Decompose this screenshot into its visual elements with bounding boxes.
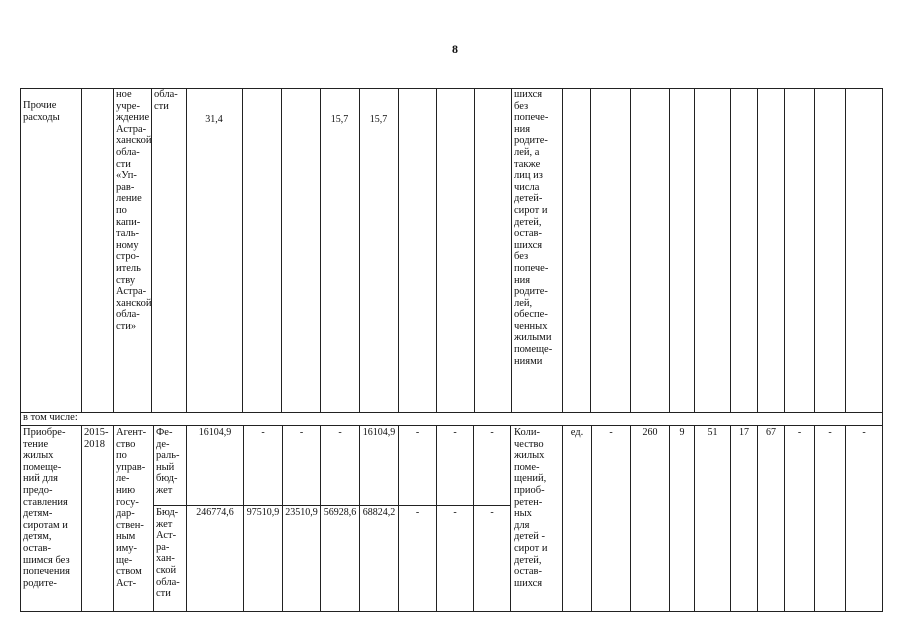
y2018-prochie: 15,7 <box>369 114 388 125</box>
y2015-regional: 97510,9 <box>246 507 280 518</box>
row-name-acquisition: Приобре- тение жилых помеще- ний для предо- ставления детям- сиротам и детям, остав- шимся без попечения родите- <box>23 427 70 589</box>
source-regional: Бюд- жет Аст- ра- хан- ской обла- сти <box>156 507 180 600</box>
target-cell: - <box>828 427 832 438</box>
total-prochie: 31,4 <box>205 114 223 125</box>
target-cell: - <box>862 427 866 438</box>
target-cell: 260 <box>642 427 658 438</box>
subheader-label: в том числе: <box>23 412 78 423</box>
unit-acquisition: ед. <box>570 427 584 438</box>
y2019-regional: - <box>415 507 420 518</box>
y2016-federal: - <box>299 427 304 438</box>
y2020-federal: - <box>453 427 457 438</box>
source-federal: Фе- де- раль- ный бюд- жет <box>156 427 180 496</box>
y2017-prochie: 15,7 <box>330 114 349 125</box>
page-number: 8 <box>452 42 458 56</box>
target-cell: 51 <box>707 427 718 438</box>
total-federal: 16104,9 <box>198 427 232 438</box>
target-cell: 17 <box>739 427 749 438</box>
indicator-prochie: шихся без попече- ния родите- лей, а также лиц из числа детей- сирот и детей, остав- шихся без попече- ния родите- лей, обеспе- ченных жилыми помеще- ниями <box>514 89 553 367</box>
target-cell: - <box>797 427 802 438</box>
y2021-federal: - <box>490 427 494 438</box>
y2021-regional: - <box>490 507 494 518</box>
total-regional: 246774,6 <box>196 507 234 518</box>
y2016-regional: 23510,9 <box>285 507 318 518</box>
y2018-federal: 16104,9 <box>362 427 396 438</box>
source-prochie: обла- сти <box>154 89 178 112</box>
target-cell: 9 <box>679 427 685 438</box>
y2017-regional: 56928,6 <box>323 507 357 518</box>
target-cell: - <box>609 427 613 438</box>
y2019-federal: - <box>415 427 420 438</box>
row-name-prochie: Прочие расходы <box>23 100 60 123</box>
executor-acquisition: Агент- ство по управ- ле- нию госу- дар- ствен- ным иму- ще- ством Аст- <box>116 427 147 589</box>
y2017-federal: - <box>338 427 342 438</box>
indicator-acquisition: Коли- чество жилых поме- щений, приоб- ретен- ных для детей - сирот и детей, остав- шихся <box>514 427 548 589</box>
y2020-regional: - <box>453 507 457 518</box>
target-cell: 67 <box>766 427 776 438</box>
period-acquisition: 2015- 2018 <box>84 427 109 450</box>
y2018-regional: 68824,2 <box>362 507 396 518</box>
y2015-federal: - <box>261 427 265 438</box>
executor-prochie: ное учре- ждение Астра- ханской обла- сти «Уп- рав- ление по капи- таль- ному стро- итель ству Астра- ханской обла- сти» <box>116 89 152 332</box>
